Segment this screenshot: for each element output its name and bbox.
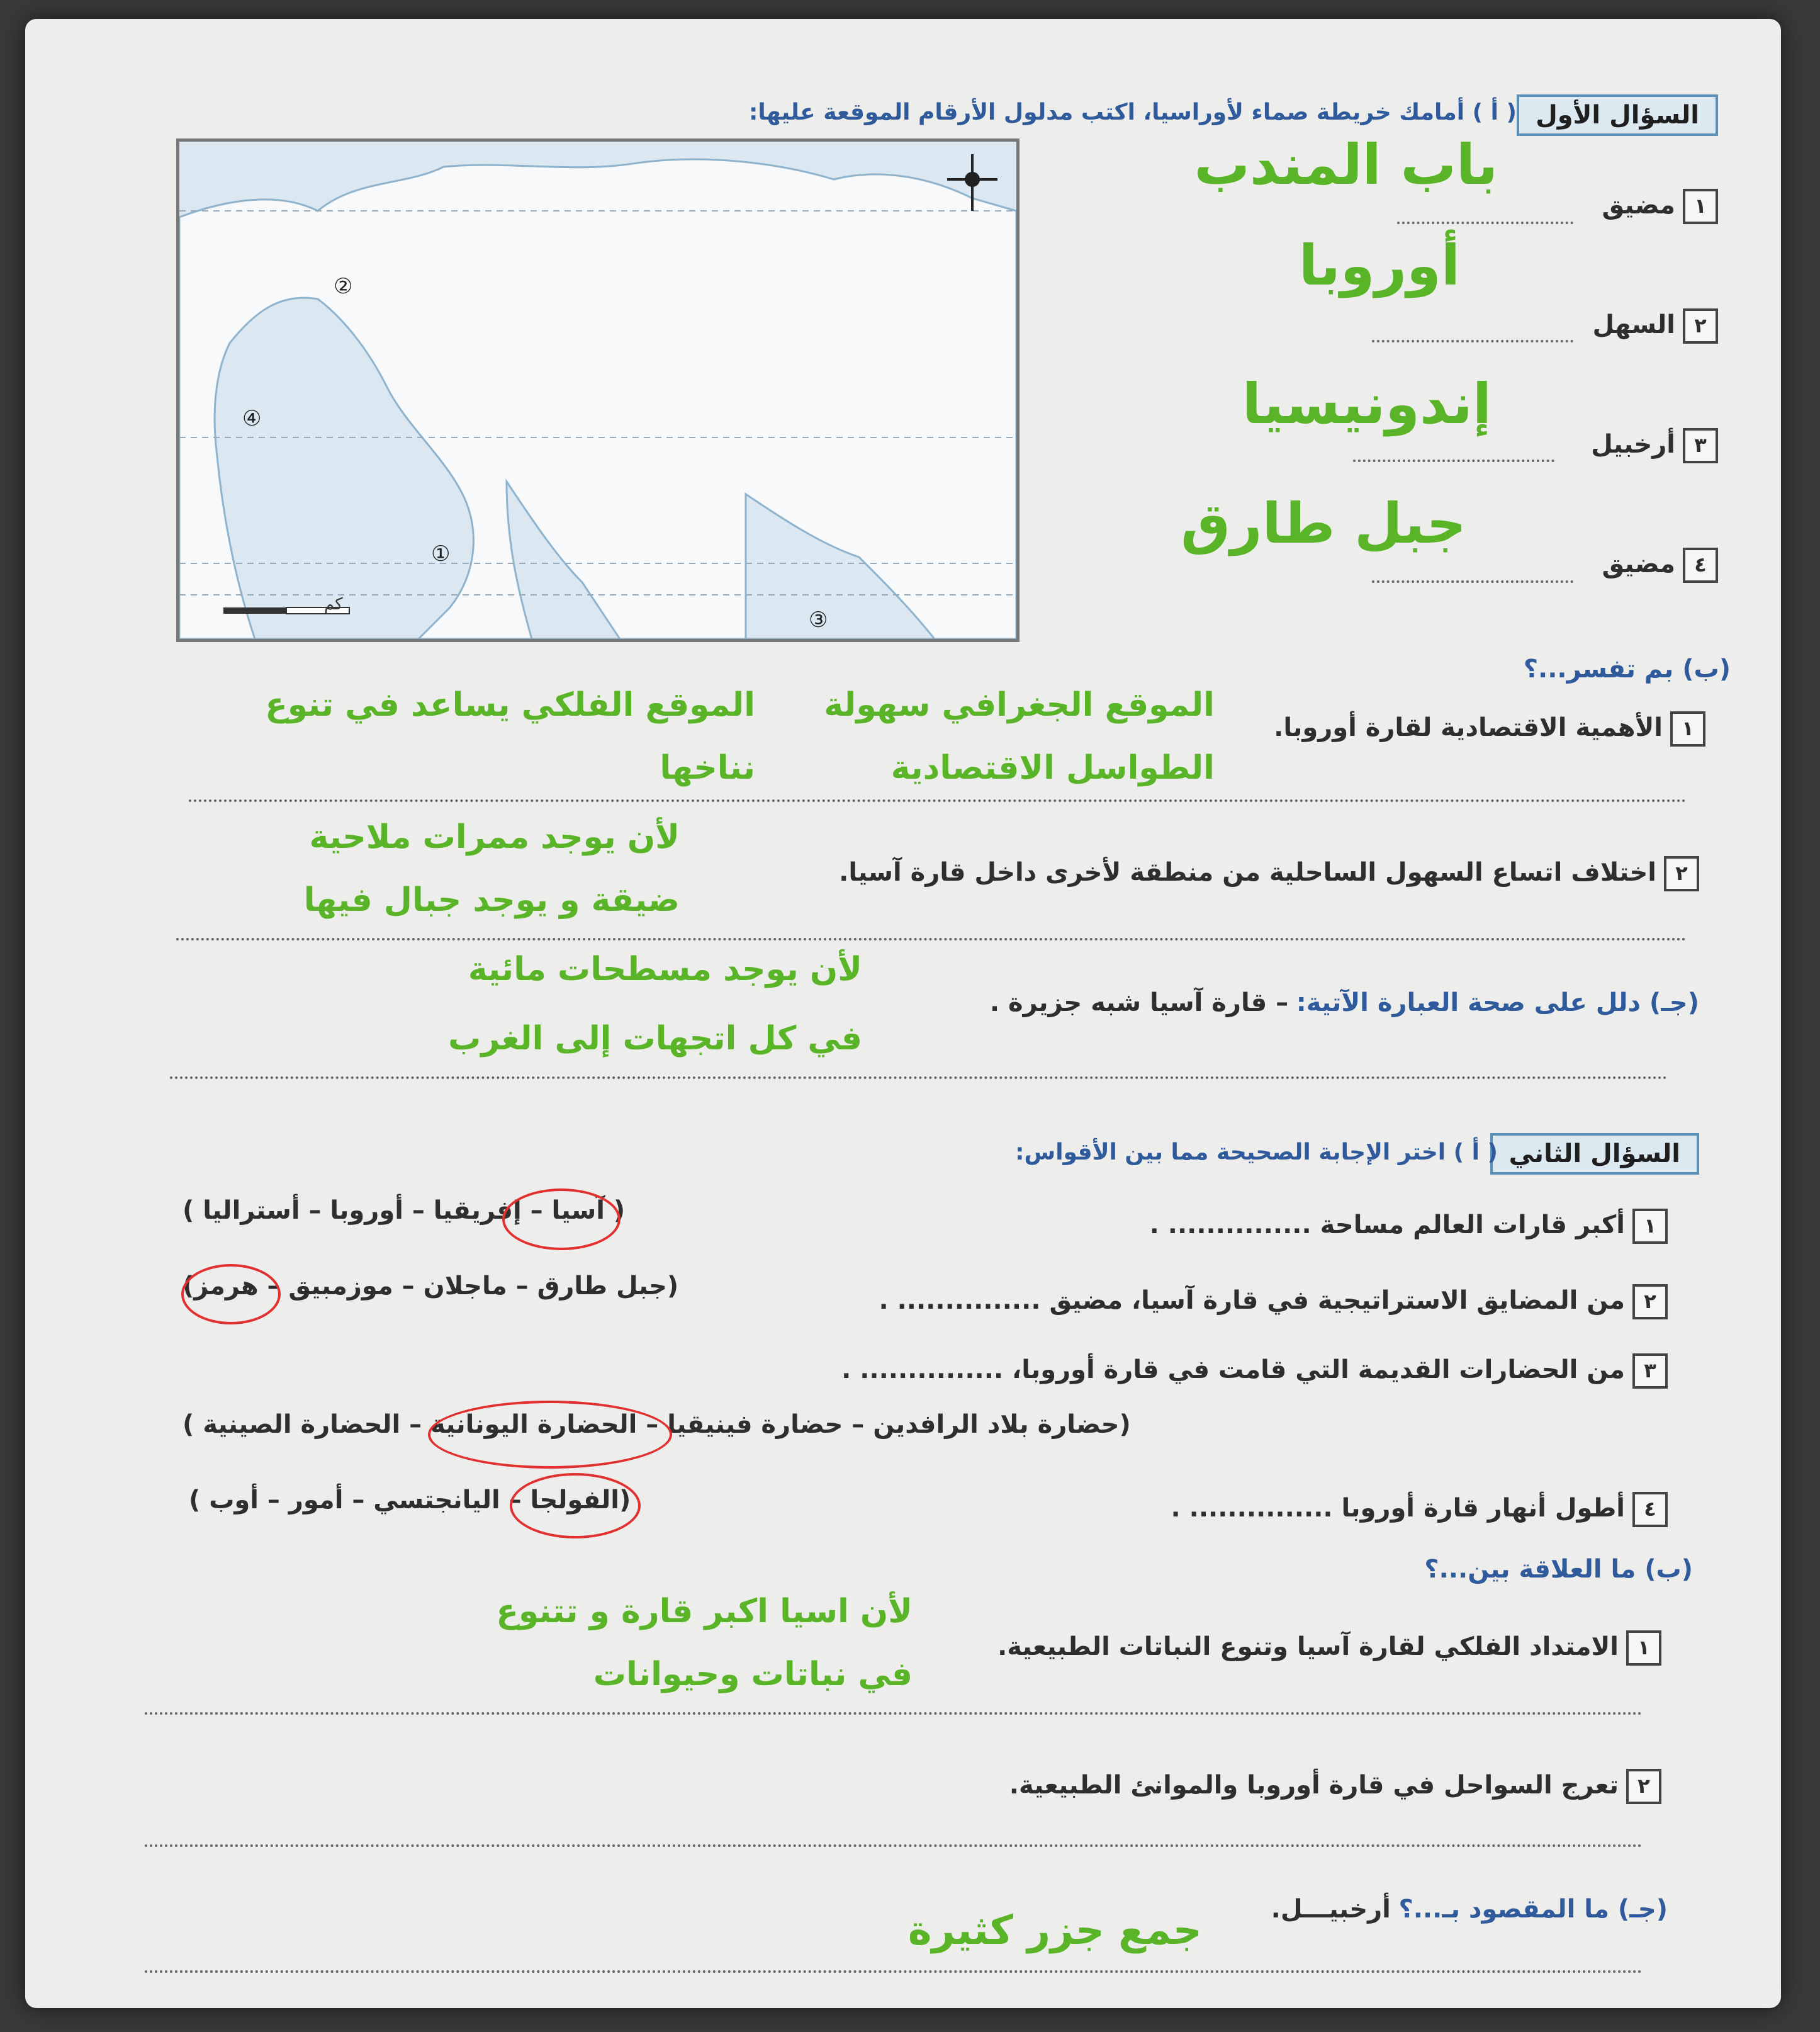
item-number: ١ [1632, 1209, 1668, 1244]
q2-part-c [1271, 1895, 1668, 1924]
q2-item-3 [841, 1353, 1668, 1389]
q1-b-item-1-answer-right-2: الطواسل الاقتصادية [890, 749, 1215, 787]
eurasia-blank-map [176, 138, 1020, 642]
q1-item-3-label: أرخبيل [1591, 430, 1675, 459]
q1-part-c-prompt: (جـ) دلل على صحة العبارة الآتية: [1296, 988, 1699, 1017]
answer-line [145, 1844, 1643, 1847]
q2-item-2-text: من المضايق الاستراتيجية في قارة آسيا، مضيق ............... . [879, 1286, 1625, 1315]
answer-circle-hormuz [181, 1264, 281, 1324]
q1-part-c-answer-2: في كل اتجهات إلى الغرب [448, 1020, 862, 1058]
answer-line [176, 938, 1687, 940]
answer-line [1397, 222, 1573, 224]
map-marker-4: ④ [242, 406, 262, 431]
map-scale-unit: كم [324, 595, 343, 614]
answer-line [1372, 580, 1573, 583]
q1-b-item-1-answer-right-1: الموقع الجغرافي سهولة [824, 686, 1215, 724]
q1-b-item-1-answer-left-1: الموقع الفلكي يساعد في تنوع [265, 686, 755, 724]
answer-line [145, 1970, 1643, 1973]
q2-part-c-text: أرخبيـــل. [1271, 1895, 1391, 1924]
q1-item-2-label: السهل [1592, 310, 1675, 339]
answer-circle-greek [428, 1401, 672, 1469]
q1-b-item-1-answer-left-2: نناخها [660, 749, 755, 787]
q1-item-1-label: مضيق [1602, 191, 1675, 220]
q2-item-2-choices: (جبل طارق – ماجلان – موزمبيق – هرمز) [183, 1272, 679, 1301]
q2-b-item-1 [997, 1630, 1661, 1666]
q1-part-b-prompt: (ب) بم تفسر...؟ [1523, 655, 1731, 684]
q2-item-4 [1171, 1492, 1668, 1527]
answer-circle-volga [510, 1473, 641, 1538]
q2-b-item-1-text: الامتداد الفلكي لقارة آسيا وتنوع النباتات الطبيعية. [997, 1632, 1619, 1661]
item-number: ٣ [1683, 428, 1718, 463]
q1-item-4-label: مضيق [1602, 550, 1675, 579]
q2-item-1-choices: ( آسيا – إفريقيا – أوروبا – أستراليا ) [183, 1196, 626, 1225]
q2-item-4-text: أطول أنهار قارة أوروبا ............... . [1171, 1494, 1625, 1523]
map-marker-2: ② [334, 274, 353, 299]
worksheet-page [25, 19, 1781, 2008]
map-marker-3: ③ [809, 607, 828, 633]
answer-line [145, 1712, 1643, 1715]
q2-b-item-1-answer-1: لأن اسيا اكبر قارة و تتنوع [496, 1593, 913, 1630]
answer-line [189, 799, 1687, 802]
q2-part-b-prompt: (ب) ما العلاقة بين...؟ [1424, 1555, 1693, 1584]
q1-part-c-answer-1: لأن يوجد مسطحات مائية [468, 951, 862, 988]
q1-b-item-2 [839, 856, 1699, 891]
q2-item-2 [879, 1284, 1668, 1319]
answer-line [1372, 340, 1573, 342]
q2-item-3-text: من الحضارات القديمة التي قامت في قارة أوروبا، ............... . [841, 1355, 1625, 1384]
item-number: ٤ [1632, 1492, 1668, 1527]
item-number: ٢ [1683, 308, 1718, 344]
q2-part-c-answer: جمع جزر كثيرة [907, 1907, 1202, 1954]
item-number: ١ [1683, 189, 1718, 224]
q1-item-4 [1602, 548, 1718, 583]
q2-item-3-choices: (حضارة بلاد الرافدين – حضارة فينيقيا – الحضارة اليونانية – الحضارة الصينية ) [183, 1410, 1131, 1439]
answer-line [1353, 460, 1554, 462]
q1-part-c-text: – قارة آسيا شبه جزيرة . [989, 988, 1289, 1017]
item-number: ٣ [1632, 1353, 1668, 1389]
item-number: ٢ [1664, 856, 1699, 891]
q2-part-a-prompt: ( أ ) اختر الإجابة الصحيحة مما بين الأقواس: [1015, 1139, 1498, 1165]
q2-part-c-prompt: (جـ) ما المقصود بـ...؟ [1398, 1895, 1668, 1924]
item-number: ٤ [1683, 548, 1718, 583]
q1-item-2 [1592, 308, 1718, 344]
item-number: ١ [1670, 711, 1705, 747]
q1-b-item-2-text: اختلاف اتساع السهول الساحلية من منطقة لأخرى داخل قارة آسيا. [839, 858, 1656, 887]
q1-b-item-1 [1274, 711, 1705, 747]
q2-item-4-choices: (الفولجا – اليانجتسي – أمور – أوب ) [189, 1486, 631, 1515]
q1-b-item-1-text: الأهمية الاقتصادية لقارة أوروبا. [1274, 713, 1663, 742]
q1-item-1 [1602, 189, 1718, 224]
item-number: ٢ [1626, 1769, 1661, 1804]
answer-line [170, 1076, 1668, 1079]
q2-header: السؤال الثاني [1490, 1133, 1699, 1175]
q1-part-a-prompt: ( أ ) أمامك خريطة صماء لأوراسيا، اكتب مدلول الأرقام الموقعة عليها: [749, 99, 1517, 125]
q2-b-item-2 [1009, 1769, 1661, 1804]
map-drawing [179, 142, 1016, 639]
item-number: ٢ [1632, 1284, 1668, 1319]
q1-header: السؤال الأول [1517, 94, 1718, 136]
q1-item-4-answer: جبل طارق [1181, 491, 1466, 556]
q1-item-2-answer: أوروبا [1298, 233, 1460, 298]
q1-item-3 [1591, 428, 1718, 463]
map-marker-1: ① [431, 541, 451, 567]
q1-b-item-2-answer-2: ضيقة و يوجد جبال فيها [303, 881, 680, 919]
q2-b-item-1-answer-2: في نباتات وحيوانات [593, 1656, 913, 1693]
q2-item-1 [1150, 1209, 1668, 1244]
q2-b-item-2-text: تعرج السواحل في قارة أوروبا والموانئ الطبيعية. [1009, 1771, 1619, 1800]
q1-b-item-2-answer-1: لأن يوجد ممرات ملاحية [309, 818, 680, 856]
item-number: ١ [1626, 1630, 1661, 1666]
q1-item-3-answer: إندونيسيا [1242, 371, 1491, 436]
q1-item-1-answer: باب المندب [1194, 132, 1498, 197]
answer-circle-asia [502, 1188, 621, 1250]
q1-part-c [990, 988, 1699, 1017]
q2-item-1-text: أكبر قارات العالم مساحة ............... . [1149, 1211, 1625, 1239]
